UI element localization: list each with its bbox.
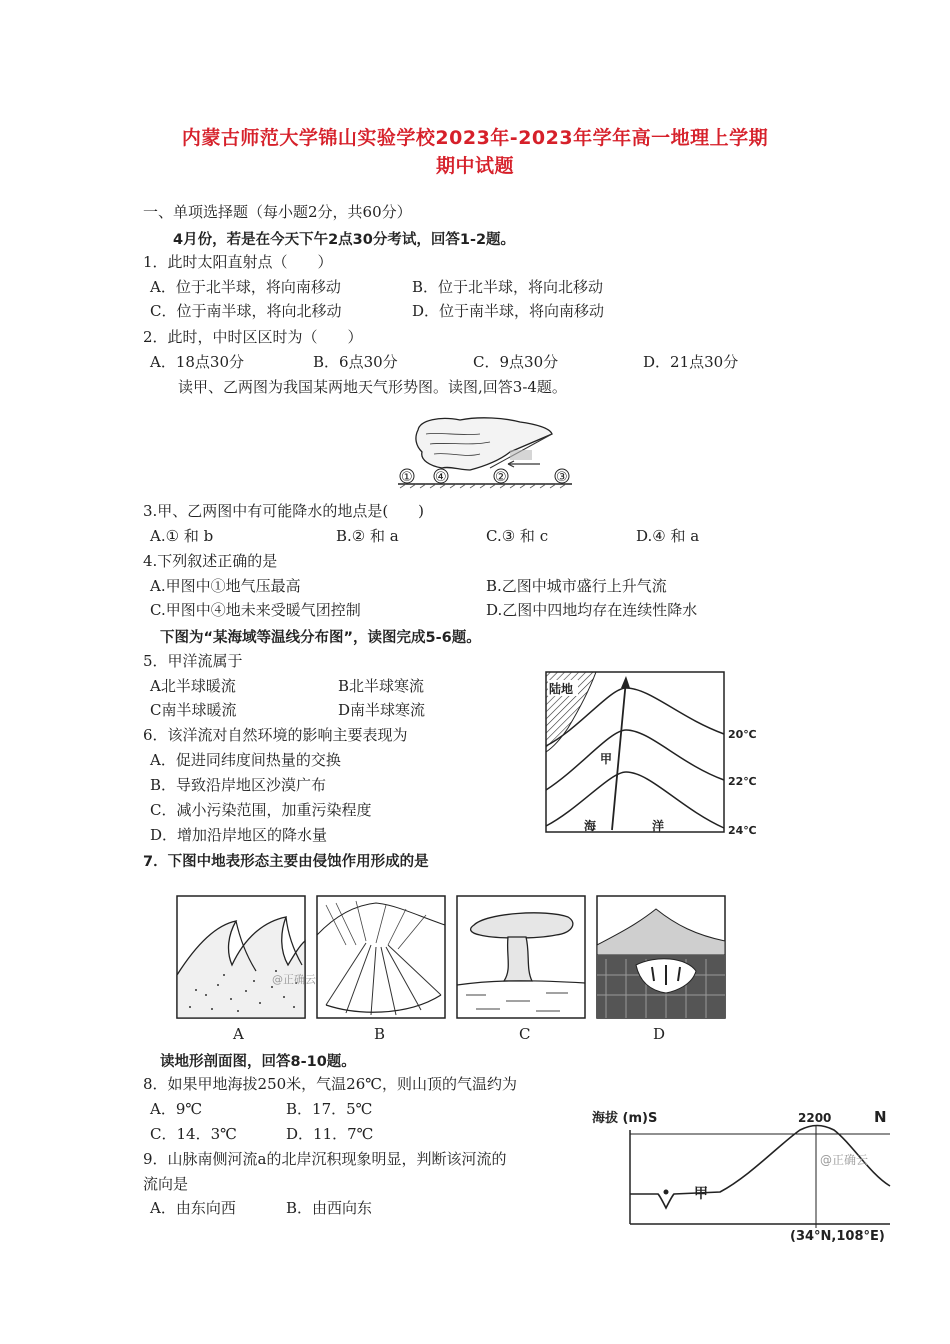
isotherm-figure: [540, 668, 765, 844]
q6-option-b: B．导致沿岸地区沙漠广布: [150, 776, 327, 794]
ocean-label-2: 洋: [652, 819, 665, 833]
q3-option-d: D.④ 和 a: [636, 527, 700, 545]
q4-stem: 4.下列叙述正确的是: [143, 552, 278, 570]
q3-option-c: C.③ 和 c: [486, 527, 549, 545]
q2-option-d: D．21点30分: [643, 353, 739, 371]
landform-d-karst: [596, 895, 726, 1019]
weather-front-figure: [390, 412, 580, 494]
q9-stem-line2: 流向是: [143, 1175, 189, 1193]
q8-option-d: D．11．7℃: [286, 1125, 374, 1143]
q1-option-c: C．位于南半球，将向北移动: [150, 302, 342, 320]
landform-caption-a: A: [233, 1025, 244, 1043]
q8-stem: 8．如果甲地海拔250米，气温26℃，则山顶的气温约为: [143, 1075, 518, 1093]
q4-option-c: C.甲图中④地未来受暖气团控制: [150, 601, 361, 619]
q9-option-a: A．由东向西: [150, 1199, 236, 1217]
q2-option-b: B．6点30分: [313, 353, 398, 371]
q3-stem: 3.甲、乙两图中有可能降水的地点是( ): [143, 502, 425, 520]
terrain-profile-figure: [590, 1104, 898, 1244]
current-label: 甲: [600, 752, 613, 766]
q6-option-a: A．促进同纬度间热量的交换: [150, 751, 341, 769]
isotherm-20: 20℃: [728, 728, 757, 741]
q4-option-d: D.乙图中四地均存在连续性降水: [486, 601, 698, 619]
ocean-label-1: 海: [584, 819, 597, 833]
q8-option-a: A．9℃: [150, 1100, 203, 1118]
q5-option-d: D南半球寒流: [338, 701, 426, 719]
weather-label-4: ④: [435, 470, 447, 485]
q5-stem: 5．甲洋流属于: [143, 652, 243, 670]
landform-caption-b: B: [374, 1025, 386, 1043]
q8-option-c: C．14．3℃: [150, 1125, 237, 1143]
q5-option-c: C南半球暖流: [150, 701, 237, 719]
q3-option-a: A.① 和 b: [150, 527, 214, 545]
profile-coord: (34°N,108°E): [790, 1229, 885, 1244]
profile-jia: 甲: [694, 1186, 708, 1202]
q9-option-b: B．由西向东: [286, 1199, 373, 1217]
profile-ylabel: 海拔 (m)S: [592, 1111, 658, 1126]
landform-a-dunes: [176, 895, 316, 1019]
landform-c-mushroom-rock: [456, 895, 586, 1019]
q8-option-b: B．17．5℃: [286, 1100, 373, 1118]
page-title-line2: 期中试题: [435, 155, 514, 177]
profile-peak: 2200: [798, 1111, 832, 1125]
q2-option-c: C．9点30分: [473, 353, 559, 371]
q1-option-b: B．位于北半球，将向北移动: [412, 278, 604, 296]
q6-option-d: D．增加沿岸地区的降水量: [150, 826, 328, 844]
weather-label-1: ①: [401, 470, 413, 485]
landform-caption-c: C: [519, 1025, 531, 1043]
weather-label-2: ②: [495, 470, 507, 485]
weather-label-3: ③: [556, 470, 568, 485]
intro-8-10: 读地形剖面图，回答8-10题。: [160, 1054, 356, 1070]
q2-stem: 2．此时，中时区区时为（ ）: [143, 328, 363, 346]
q5-option-a: A北半球暖流: [150, 677, 236, 695]
q2-option-a: A．18点30分: [150, 353, 245, 371]
q3-option-b: B.② 和 a: [336, 527, 399, 545]
profile-north: N: [874, 1108, 887, 1126]
landform-caption-d: D: [653, 1025, 666, 1043]
q5-option-b: B北半球寒流: [338, 677, 425, 695]
q1-option-a: A．位于北半球，将向南移动: [150, 278, 341, 296]
isotherm-22: 22℃: [728, 775, 757, 788]
watermark-a: @正确云: [272, 973, 316, 986]
q1-stem: 1．此时太阳直射点（ ）: [143, 253, 333, 271]
q9-stem-line1: 9．山脉南侧河流a的北岸沉积现象明显，判断该河流的: [143, 1150, 507, 1168]
page-title-line1: 内蒙古师范大学锦山实验学校2023年-2023年学年高一地理上学期: [181, 127, 769, 149]
q6-stem: 6．该洋流对自然环境的影响主要表现为: [143, 726, 408, 744]
land-label: 陆地: [549, 682, 574, 696]
q4-option-b: B.乙图中城市盛行上升气流: [486, 577, 667, 595]
q4-option-a: A.甲图中①地气压最高: [150, 577, 301, 595]
isotherm-24: 24℃: [728, 824, 757, 837]
q6-option-c: C．减小污染范围，加重污染程度: [150, 801, 372, 819]
q7-stem: 7．下图中地表形态主要由侵蚀作用形成的是: [143, 854, 429, 870]
intro-1-2: 4月份，若是在今天下午2点30分考试，回答1-2题。: [173, 232, 516, 248]
section-heading: 一、单项选择题（每小题2分，共60分）: [143, 203, 412, 221]
landform-b-alluvial-fan: [316, 895, 446, 1019]
intro-5-6: 下图为“某海域等温线分布图”，读图完成5-6题。: [160, 630, 481, 646]
profile-watermark: @正确云: [820, 1153, 869, 1167]
q1-option-d: D．位于南半球，将向南移动: [412, 302, 605, 320]
intro-3-4: 读甲、乙两图为我国某两地天气形势图。读图,回答3-4题。: [178, 378, 567, 396]
